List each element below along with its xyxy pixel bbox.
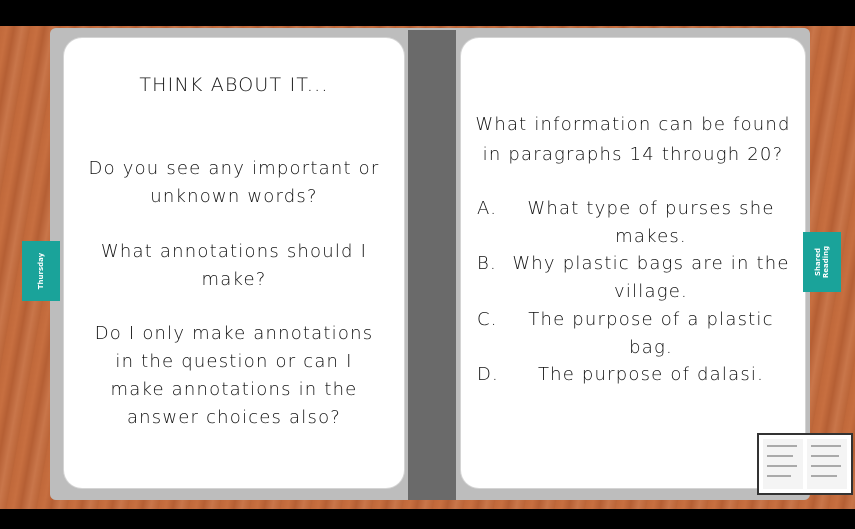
top-letterbox-bar <box>0 0 855 26</box>
question-annotation-location: Do I only make annotations in the question or can I make annotations in the answer choices also? <box>94 323 374 428</box>
answer-option-c[interactable] <box>477 306 795 362</box>
thumbnail-right-page <box>807 439 847 489</box>
question-annotations: What annotations should I make? <box>100 241 368 290</box>
option-letter: A. <box>477 198 498 219</box>
option-letter: C. <box>477 309 498 330</box>
answer-option-d[interactable] <box>477 361 795 389</box>
answer-option-b[interactable] <box>477 250 795 306</box>
question-important-words: Do you see any important or unknown words? <box>88 158 380 207</box>
right-page <box>461 38 805 488</box>
option-letter: D. <box>477 364 499 385</box>
tab-shared-reading[interactable] <box>803 232 841 292</box>
tab-thursday[interactable] <box>22 241 60 301</box>
bottom-letterbox-bar <box>0 509 855 529</box>
option-letter: B. <box>477 253 497 274</box>
option-text: The purpose of a plastic bag. <box>528 309 774 358</box>
slide-thumbnail[interactable] <box>757 433 853 495</box>
option-text: Why plastic bags are in the village. <box>512 253 790 302</box>
thumbnail-left-page <box>763 439 803 489</box>
option-text: The purpose of dalasi. <box>537 364 765 385</box>
page-title: THINK ABOUT IT... <box>139 74 329 96</box>
book-spine <box>408 30 456 500</box>
tab-label: Thursday <box>36 252 45 290</box>
option-text: What type of purses she makes. <box>527 198 775 247</box>
answer-option-a[interactable] <box>477 195 795 251</box>
left-page <box>64 38 404 488</box>
tab-label: Shared Reading <box>813 245 830 279</box>
reading-question: What information can be found in paragraphs 14 through 20? <box>475 114 791 165</box>
